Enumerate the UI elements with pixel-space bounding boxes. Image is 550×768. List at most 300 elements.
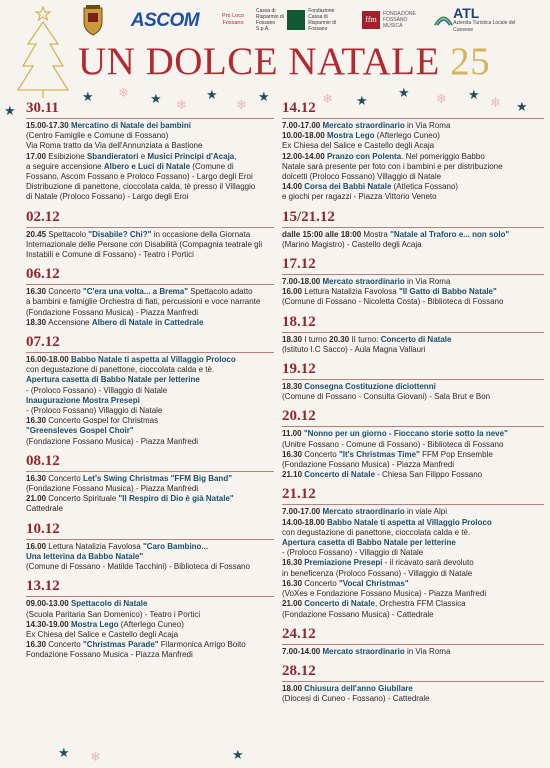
proloco-logo: Pro Loco Fossano [221,13,244,26]
event-title: Consegna Costituzione diciottenni [304,382,436,392]
event-line [26,121,274,131]
event-text: Fondazione Fossano Musica - Piazza Manfredi [26,650,193,660]
event-line [26,318,274,328]
event-time: 16.30 [282,578,305,588]
event-line [26,504,274,514]
event-line [282,694,544,704]
event-day [26,97,274,203]
event-title: "Vocal Christmas" [338,578,409,588]
event-text: Accensione [48,317,92,327]
event-text: (Fondazione Fossano Musica) - Piazza Manfredi [26,484,199,494]
event-line [282,538,544,548]
event-time: 7.00-18.00 [282,277,323,287]
event-text: (Fondazione Fossano Musica) - Piazza Manfredi [26,307,199,317]
event-line [26,375,274,385]
event-line [282,507,544,517]
event-day [26,578,274,660]
event-line [282,518,544,528]
event-line [26,640,274,650]
event-text: Concerto [48,473,83,483]
event-text: Internazionale delle Persone con Disabilità (Compagnia teatrale gli [26,239,263,249]
star-icon: ★ [206,87,218,102]
event-title: Concerto di Natale [304,470,375,480]
event-line [26,250,274,260]
event-line [282,172,544,182]
event-time: 20.30 [329,334,352,344]
event-text: - (Proloco Fossano) - Villaggio di Natale [282,548,424,558]
event-line [26,426,274,436]
event-text: Cattedrale [26,504,63,514]
date-divider [282,118,544,119]
event-text: II turno: [351,334,381,344]
event-line [26,297,274,307]
event-text: dolcetti (Proloco Fossano) Villaggio di Natale [282,172,442,182]
cassa-right-text: Fondazione Cassa di Risparmio di Fossano [308,8,336,32]
event-line [282,460,544,470]
page-title [78,40,548,84]
event-title: Mostra Lego [326,131,375,141]
title-main: UN DOLCE NATALE [78,40,440,83]
event-line [282,345,544,355]
snowflake-icon: ❄ [176,97,187,112]
event-line [26,131,274,141]
event-text: Concerto [48,640,83,650]
event-time: 14.00-18.00 [282,517,327,527]
event-line [26,650,274,660]
star-icon: ★ [258,89,270,104]
event-line [282,569,544,579]
event-line [282,440,544,450]
snowflake-icon: ❄ [118,85,129,100]
event-time: dalle 15:00 alle 18:00 [282,229,364,239]
event-line [282,599,544,609]
snowflake-icon: ❄ [236,97,247,112]
event-text: - (Proloco Fossano) Villaggio di Natale [26,406,163,416]
event-line [26,141,274,151]
event-title: "Il Respiro di Dio è già Natale" [118,494,234,504]
event-title: Musici Principi d'Acaja [147,151,235,161]
event-date: 07.12 [26,334,60,351]
event-text: (Atletica Fossano) [391,182,459,192]
event-text: (Afterlego Cuneo) [374,131,440,141]
event-line [26,610,274,620]
event-time: 21.10 [282,470,305,480]
event-time: 09.00-13.00 [26,599,71,609]
event-time: 16.30 [26,416,49,426]
event-line [26,152,274,162]
date-divider [282,379,544,380]
event-line [282,287,544,297]
event-text: in beneficenza (Proloco Fossano) - Villaggio di Natale [282,568,473,578]
event-day [26,266,274,328]
event-time: 16.00 [282,287,305,297]
fondazione-musica-logo [362,4,428,36]
date-divider [282,332,544,333]
event-text: Mostra [363,229,391,239]
event-day [282,256,544,308]
event-text: Spettacolo adatto [188,287,253,297]
event-line [282,182,544,192]
event-title: Mercato straordinario [322,646,405,656]
event-line [26,620,274,630]
event-line [26,484,274,494]
star-icon: ★ [150,91,162,106]
event-text: Lettura Natalizia Favolosa [48,541,143,551]
date-divider [26,471,274,472]
event-text: Concerto Gospel for Christmas [48,416,159,426]
cassa-mark-icon [287,10,305,30]
star-icon: ★ [398,85,410,100]
event-text: Via Roma tratto da Via dell'Annunziata a Bastione [26,141,203,151]
event-text: in Via Roma [404,646,451,656]
date-divider [26,596,274,597]
event-time: 11.00 [282,429,304,439]
star-icon: ★ [58,745,70,760]
event-date: 15/21.12 [282,208,335,225]
event-line [282,240,544,250]
event-title: Mercato straordinario [322,277,405,287]
event-text: I turno [304,334,330,344]
event-date: 24.12 [282,625,316,642]
event-text: Natale sarà presente per foto con i bambini e per distribuzione [282,161,503,171]
event-title: "Il Gatto di Babbo Natale" [398,287,497,297]
event-text: in Via Roma [404,121,451,130]
event-title: "Greensleves Gospel Choir" [26,426,134,436]
event-text: Ex Chiesa del Salice e Castello degli Acaja [26,629,179,639]
date-divider [26,539,274,540]
event-title: Albero di Natale in Cattedrale [91,317,204,327]
event-line [282,382,544,392]
date-divider [26,284,274,285]
event-line [282,121,544,131]
event-text: con degustazione di panettone, cioccolata calda e tè. [282,527,471,537]
event-day [26,453,274,515]
date-divider [282,644,544,645]
star-icon: ★ [4,103,16,118]
sponsor-logos [78,4,540,38]
date-divider [282,227,544,228]
event-text: di Natale (Proloco Fossano) - Largo degli Eroi [26,192,189,202]
event-day [282,209,544,250]
event-line [26,416,274,426]
event-text: , Orchestra FFM Classica [374,599,466,609]
snowflake-icon: ❄ [436,91,447,106]
date-divider [282,681,544,682]
event-line [26,308,274,318]
event-title: Apertura casetta di Babbo Natale per letterine [26,375,200,385]
event-time: 16.30 [26,473,49,483]
event-day [26,334,274,447]
event-date: 06.12 [26,266,60,283]
event-time: 16.00-18.00 [26,355,71,365]
event-time: 17.00 [26,151,49,161]
event-line [26,240,274,250]
event-day [282,626,544,657]
date-divider [282,274,544,275]
cassa-left-text: Cassa di Risparmio di Fossano S.p.A. [256,8,284,32]
event-title: "Natale al Traforo e... non solo" [390,229,510,239]
event-line [26,437,274,447]
event-text: (Marino Magistro) - Castello degli Acaja [282,239,422,249]
event-line [26,365,274,375]
event-line [282,152,544,162]
event-day [282,408,544,480]
event-line [282,297,544,307]
event-line [26,287,274,297]
event-line [282,548,544,558]
event-time: 15.00-17.30 [26,121,71,130]
event-day [282,663,544,704]
star-icon: ★ [516,99,528,114]
event-line [282,429,544,439]
event-title: Spettacolo di Natale [70,599,148,609]
star-icon: ★ [356,93,368,108]
event-time: 10.00-18.00 [282,131,327,141]
event-text: Concerto [304,578,339,588]
event-date: 28.12 [282,662,316,679]
star-icon: ★ [468,87,480,102]
christmas-tree-icon [14,4,72,100]
event-line [282,528,544,538]
atl-small-text: Azienda Turistica Locale del Cuneese [453,20,516,33]
event-text: (Scuola Paritaria San Domenico) - Teatro i Portici [26,609,201,619]
event-title: Chiusura dell'anno Giubilare [304,683,413,693]
coat-of-arms-icon [80,4,106,36]
event-date: 08.12 [26,452,60,469]
event-text: - il ricavato sarà devoluto [382,558,474,568]
event-time: 18.30 [282,382,305,392]
event-text: - Chiesa San Filippo Fossano [374,470,483,480]
event-date: 18.12 [282,313,316,330]
event-text: (Fondazione Fossano Musica) - Cattedrale [282,609,434,619]
event-day [282,361,544,402]
event-text: Esibizione [48,151,87,161]
event-title: Mercatino di Natale dei bambini [70,121,191,130]
event-text: e giochi per ragazzi - Piazza Vittorio Veneto [282,192,437,202]
event-title: Pranzo con Polenta [326,151,402,161]
event-text: Concerto [48,287,83,297]
event-time: 7.00-14.00 [282,646,323,656]
event-time: 7.00-17.00 [282,121,323,130]
event-text: in occasione della Giornata [151,229,251,239]
event-time: 7.00-17.00 [282,507,323,517]
event-line [26,355,274,365]
event-title: "Nonno per un giorno - Fioccano storie sotto la neve" [303,429,508,439]
event-line [26,182,274,192]
event-text: Concerto Spirituale [48,494,119,504]
event-title: Inaugurazione Mostra Presepi [26,395,140,405]
event-time: 20.45 [26,229,49,239]
event-line [282,230,544,240]
event-time: 18.30 [282,334,305,344]
event-text: - (Proloco Fossano) - Villaggio di Natale [26,385,168,395]
event-title: "Caro Bambino... [142,541,209,551]
event-day [282,100,544,203]
event-date: 10.12 [26,520,60,537]
snowflake-icon: ❄ [322,91,333,106]
event-line [282,131,544,141]
cassa-risparmio-logos [256,4,344,36]
event-time: 21.00 [26,494,49,504]
snowflake-icon: ❄ [490,95,501,110]
event-line [26,630,274,640]
event-text: Ex Chiesa del Salice e Castello degli Acaja [282,141,435,151]
event-text: e [138,151,148,161]
event-line [282,647,544,657]
event-text: (Comune di Fossano - Consulta Giovani) - Sala Brut e Bon [282,392,491,402]
event-title: Mostra Lego [70,619,119,629]
event-line [282,141,544,151]
event-time: 14.30-19.00 [26,619,71,629]
event-text: in Via Roma [404,277,451,287]
event-line [282,335,544,345]
event-text: (Diocesi di Cuneo - Fossano) - Cattedrale [282,694,430,704]
event-title: Babbo Natale ti aspetta al Villaggio Proloco [70,355,236,365]
event-day [282,486,544,619]
event-text: (Afterlego Cuneo) [118,619,184,629]
event-day [26,521,274,573]
event-time: 16.00 [26,541,49,551]
event-line [26,162,274,172]
event-line [282,470,544,480]
event-line [282,558,544,568]
event-text: (Centro Famiglie e Comune di Fossano) [26,131,169,141]
event-date: 20.12 [282,408,316,425]
event-title: "Christmas Parade" [82,640,159,650]
event-line [282,579,544,589]
date-divider [26,352,274,353]
date-divider [282,504,544,505]
date-divider [282,426,544,427]
event-title: Mercato straordinario [322,121,405,130]
ascom-logo: ASCOM [130,9,200,31]
event-date: 13.12 [26,578,60,595]
event-title: Sbandieratori [86,151,139,161]
event-line [26,192,274,202]
event-text: (Comune di Fossano - Matilde Tacchini) - Biblioteca di Fossano [26,562,250,572]
event-line [282,162,544,172]
event-text: a seguire accensione [26,161,104,171]
event-time: 21.00 [282,599,305,609]
event-line [282,684,544,694]
event-title: Corsa dei Babbi Natale [304,182,392,192]
ffm-text: FONDAZIONE FOSSANO MUSICA [383,11,416,29]
event-time: 16.30 [282,449,305,459]
event-text: Spettacolo [48,229,89,239]
right-column [282,100,544,710]
event-text: , [234,151,237,161]
event-title: Let's Swing Christmas "FFM Big Band" [82,473,232,483]
event-time: 14.00 [282,182,305,192]
event-time: 12.00-14.00 [282,151,327,161]
snowflake-icon: ❄ [90,749,101,764]
event-date: 21.12 [282,486,316,503]
event-line [282,392,544,402]
event-time: 16.30 [26,640,49,650]
event-text: Instabili e Comune di Fossano) - Teatro i Portici [26,250,194,260]
event-text: Fossano, Ascom Fossano e Proloco Fossano) - Largo degli Eroi [26,172,253,182]
atl-logo [434,4,526,36]
event-text: (Comune di Fossano - Nicoletta Costa) - Biblioteca di Fossano [282,297,504,307]
event-text: FFM Pop Ensemble [419,449,493,459]
event-text: . Nel pomeriggio Babbo [401,151,485,161]
event-date: 02.12 [26,208,60,225]
star-icon: ★ [232,747,244,762]
event-line [26,562,274,572]
event-line [26,386,274,396]
atl-arc-icon [434,12,453,28]
event-title: Babbo Natale ti aspetta al Villaggio Proloco [326,517,492,527]
event-text: (Fondazione Fossano Musica) - Piazza Manfredi [282,460,455,470]
event-title: "C'era una volta... a Brema" [82,287,189,297]
event-title: Concerto di Natale [304,599,375,609]
event-time: 16.30 [26,287,49,297]
event-line [26,396,274,406]
event-title: Apertura casetta di Babbo Natale per letterine [282,538,456,548]
event-time: 18.30 [26,317,49,327]
event-text: (VoXes e Fondazione Fossano Musica) - Piazza Manfredi [282,589,487,599]
event-text: (Comune di [190,161,234,171]
event-line [282,192,544,202]
event-text: con degustazione di panettone, cioccolata calda e tè. [26,365,215,375]
event-text: in viale Alpi [404,507,447,517]
event-date: 17.12 [282,256,316,273]
event-line [26,172,274,182]
event-text: Filarmonica Arrigo Boito [158,640,246,650]
event-text: (Unitre Fossano - Comune di Fossano) - Biblioteca di Fossano [282,439,504,449]
event-title: Concerto di Natale [380,334,452,344]
event-date: 30.11 [26,100,59,116]
event-date: 19.12 [282,361,316,378]
event-date: 14.12 [282,100,316,116]
event-line [26,599,274,609]
event-line [282,277,544,287]
event-title: "Disabile? Chi?" [88,229,152,239]
event-title: "It's Christmas Time" [338,449,420,459]
event-time: 16.30 [282,558,305,568]
event-line [26,542,274,552]
event-line [282,610,544,620]
event-line [282,589,544,599]
atl-big-text: ATL [453,5,480,21]
event-line [26,474,274,484]
event-day [282,314,544,355]
event-text: Lettura Natalizia Favolosa [304,287,399,297]
event-line [26,406,274,416]
event-line [26,552,274,562]
event-day [26,209,274,261]
event-text: Distribuzione di panettone, cioccolata calda, tè presso il Villaggio [26,182,256,192]
left-column [26,97,274,667]
star-icon: ★ [82,89,94,104]
title-number: 25 [450,40,491,83]
event-text: Concerto [304,449,339,459]
event-line [26,494,274,504]
date-divider [26,227,274,228]
event-title: Una letterina da Babbo Natale" [26,551,144,561]
date-divider [26,118,274,119]
event-text: (Fondazione Fossano Musica) - Piazza Manfredi [26,436,199,446]
ffm-mark: ffm [362,11,380,29]
event-line [26,230,274,240]
event-text: (Istituto I.C Sacco) - Aula Magna Vallauri [282,344,426,354]
event-title: Premiazione Presepi [304,558,383,568]
event-title: Mercato straordinario [322,507,405,517]
event-time: 18.00 [282,683,305,693]
event-line [282,450,544,460]
event-text: a bambini e famiglie Orchestra di fiati, percussioni e voce narrante [26,297,261,307]
event-title: Albero e Luci di Natale [103,161,191,171]
